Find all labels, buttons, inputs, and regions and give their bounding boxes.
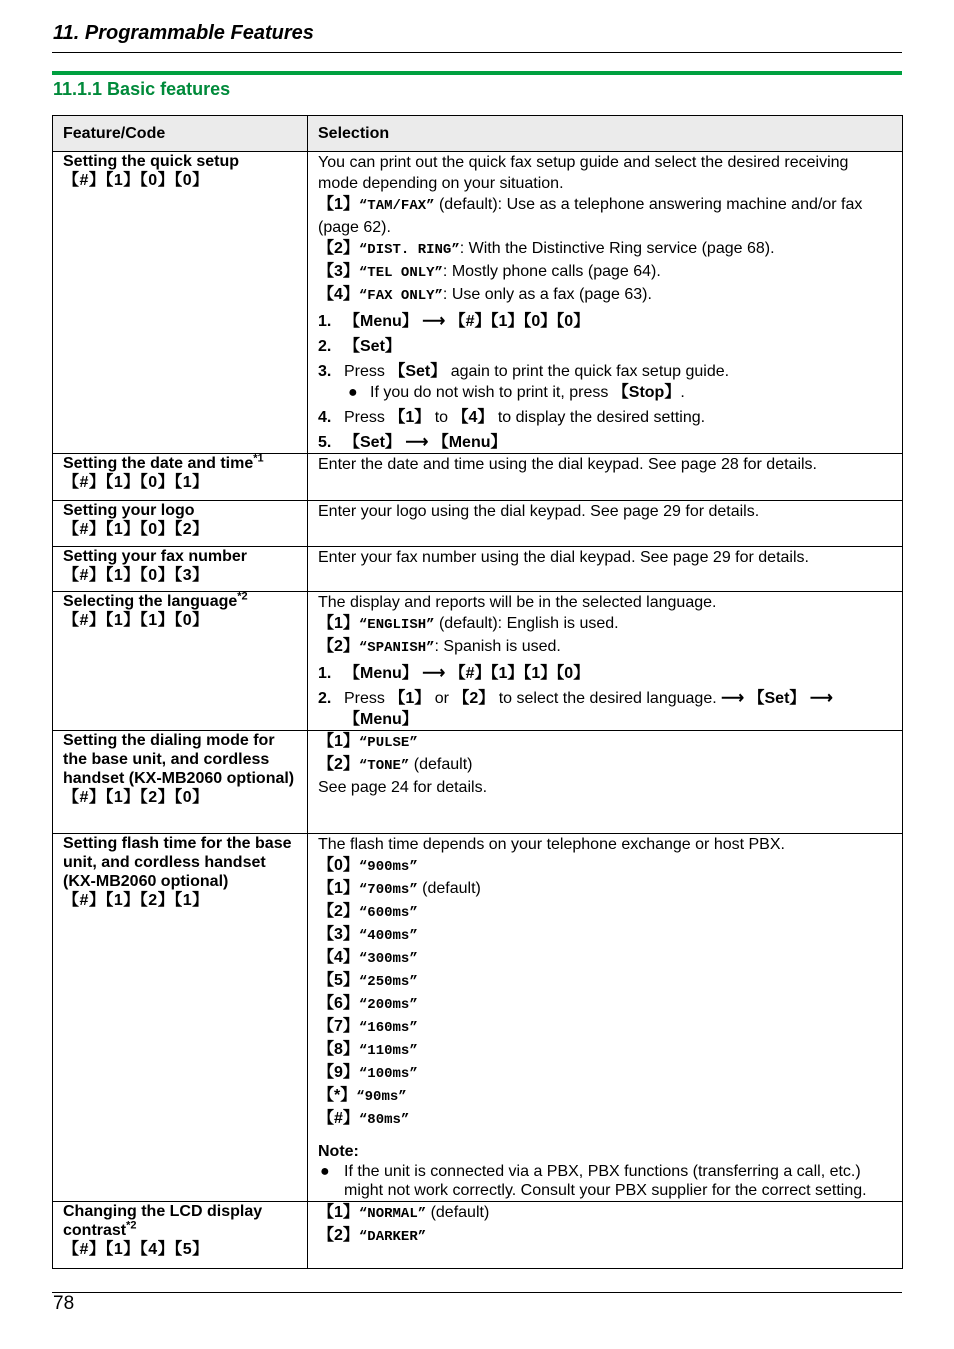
option-line: 【#】“80ms” <box>318 1110 410 1128</box>
feature-name: Setting your logo <box>63 502 195 519</box>
option-line: 【0】“900ms” <box>318 857 418 875</box>
column-header-feature: Feature/Code <box>53 116 308 152</box>
procedure-step: 1. 【Menu】 ⟶ 【#】【1】【0】【0】 <box>318 313 590 330</box>
table-row <box>53 1202 903 1269</box>
option-line: 【2】“DARKER” <box>318 1227 427 1245</box>
feature-code: 【#】【1】【2】【1】 <box>63 892 209 909</box>
procedure-step: 4. Press 【1】 to 【4】 to display the desired setting. <box>318 409 706 426</box>
feature-name: Selecting the language <box>63 593 238 610</box>
selection-cell <box>308 834 903 1202</box>
footnote-mark: *2 <box>237 590 248 603</box>
table-row <box>53 834 903 1202</box>
feature-code: 【#】【1】【0】【0】 <box>63 172 209 189</box>
selection-cell <box>308 731 903 834</box>
chapter-title: 11. Programmable Features <box>53 22 314 44</box>
option-line: 【4】“FAX ONLY”: Use only as a fax (page 63). <box>318 286 652 304</box>
table-row <box>53 152 903 454</box>
header-rule <box>52 52 902 53</box>
page-number: 78 <box>53 1293 75 1314</box>
selection-cell <box>308 547 903 592</box>
selection-text: See page 24 for details. <box>318 779 488 796</box>
feature-cell <box>53 454 308 501</box>
option-line: 【7】“160ms” <box>318 1018 418 1036</box>
note-bullet: ● If the unit is connected via a PBX, PBX functions (transferring a call, etc.) might not work correctly. Consult your PBX supplier for the correct setting. <box>320 1163 867 1199</box>
feature-cell <box>53 501 308 547</box>
footnote-mark: *2 <box>126 1219 137 1232</box>
option-line: 【1】“PULSE” <box>318 733 418 751</box>
features-table <box>52 115 903 1269</box>
bullet-icon: ● <box>348 384 358 401</box>
feature-name: Setting the date and time <box>63 455 254 472</box>
selection-cell <box>308 1202 903 1269</box>
option-line: 【2】“600ms” <box>318 903 418 921</box>
feature-name: Setting the quick setup <box>63 153 240 170</box>
procedure-step: 2. 【Set】 <box>318 338 401 355</box>
option-line: 【8】“110ms” <box>318 1041 418 1059</box>
column-header-selection: Selection <box>308 116 903 152</box>
bullet-icon: ● <box>320 1163 330 1180</box>
table-row <box>53 547 903 592</box>
table-row <box>53 454 903 501</box>
option-line: 【2】“SPANISH”: Spanish is used. <box>318 638 561 656</box>
feature-cell <box>53 592 308 731</box>
table-row <box>53 592 903 731</box>
selection-text: Enter your fax number using the dial keypad. See page 29 for details. <box>318 549 809 566</box>
note-title: Note: <box>318 1143 359 1160</box>
option-line: 【6】“200ms” <box>318 995 418 1013</box>
option-line: 【1】“700ms” (default) <box>318 880 481 898</box>
feature-cell <box>53 1202 308 1269</box>
selection-intro: The display and reports will be in the selected language. <box>318 594 717 611</box>
footnote-mark: *1 <box>253 452 264 465</box>
option-list <box>318 855 892 1131</box>
option-line: 【3】“TEL ONLY”: Mostly phone calls (page 64). <box>318 263 661 281</box>
feature-code: 【#】【1】【0】【3】 <box>63 567 209 584</box>
feature-name: Changing the LCD display contrast <box>63 1203 263 1239</box>
table-row <box>53 501 903 547</box>
selection-cell <box>308 454 903 501</box>
selection-cell <box>308 592 903 731</box>
selection-cell <box>308 501 903 547</box>
procedure-bullet: ● If you do not wish to print it, press 【Stop】. <box>348 384 685 401</box>
option-line: 【3】“400ms” <box>318 926 418 944</box>
procedure-step: 3. Press 【Set】 again to print the quick fax setup guide. <box>318 363 730 380</box>
option-line: 【2】“TONE” (default) <box>318 756 473 774</box>
feature-code: 【#】【1】【0】【2】 <box>63 521 209 538</box>
feature-cell <box>53 834 308 1202</box>
feature-code: 【#】【1】【0】【1】 <box>63 474 209 491</box>
selection-text: Enter the date and time using the dial keypad. See page 28 for details. <box>318 456 817 473</box>
table-header-row <box>53 116 903 152</box>
option-line: 【5】“250ms” <box>318 972 418 990</box>
selection-intro: The flash time depends on your telephone exchange or host PBX. <box>318 836 785 853</box>
option-line: 【1】“ENGLISH” (default): English is used. <box>318 615 619 633</box>
option-line: 【1】“TAM/FAX” (default): Use as a telephone answering machine and/or fax (page 62). <box>318 196 863 236</box>
feature-cell <box>53 152 308 454</box>
feature-name: Setting flash time for the base unit, and cordless handset (KX-MB2060 optional) <box>63 835 292 890</box>
selection-text: Enter your logo using the dial keypad. See page 29 for details. <box>318 503 760 520</box>
selection-intro: You can print out the quick fax setup guide and select the desired receiving mode depending on your situation. <box>318 154 849 192</box>
procedure-step: 5. 【Set】 ⟶ 【Menu】 <box>318 434 507 451</box>
feature-name: Setting the dialing mode for the base unit, and cordless handset (KX-MB2060 optional) <box>63 732 295 787</box>
section-accent-bar <box>52 71 902 75</box>
feature-code: 【#】【1】【4】【5】 <box>63 1241 209 1258</box>
option-line: 【2】“DIST. RING”: With the Distinctive Ring service (page 68). <box>318 240 775 258</box>
procedure-step: 2. Press 【1】 or 【2】 to select the desired language. ⟶ 【Set】 ⟶ 【Menu】 <box>318 690 833 728</box>
option-line: 【1】“NORMAL” (default) <box>318 1204 490 1222</box>
option-line: 【*】“90ms” <box>318 1087 407 1105</box>
feature-name: Setting your fax number <box>63 548 248 565</box>
table-row <box>53 731 903 834</box>
selection-cell <box>308 152 903 454</box>
option-line: 【4】“300ms” <box>318 949 418 967</box>
footer-rule <box>52 1292 902 1293</box>
section-title: 11.1.1 Basic features <box>53 79 231 99</box>
feature-cell <box>53 731 308 834</box>
feature-code: 【#】【1】【2】【0】 <box>63 789 209 806</box>
procedure-step: 1. 【Menu】 ⟶ 【#】【1】【1】【0】 <box>318 665 590 682</box>
feature-code: 【#】【1】【1】【0】 <box>63 612 209 629</box>
feature-cell <box>53 547 308 592</box>
option-line: 【9】“100ms” <box>318 1064 418 1082</box>
